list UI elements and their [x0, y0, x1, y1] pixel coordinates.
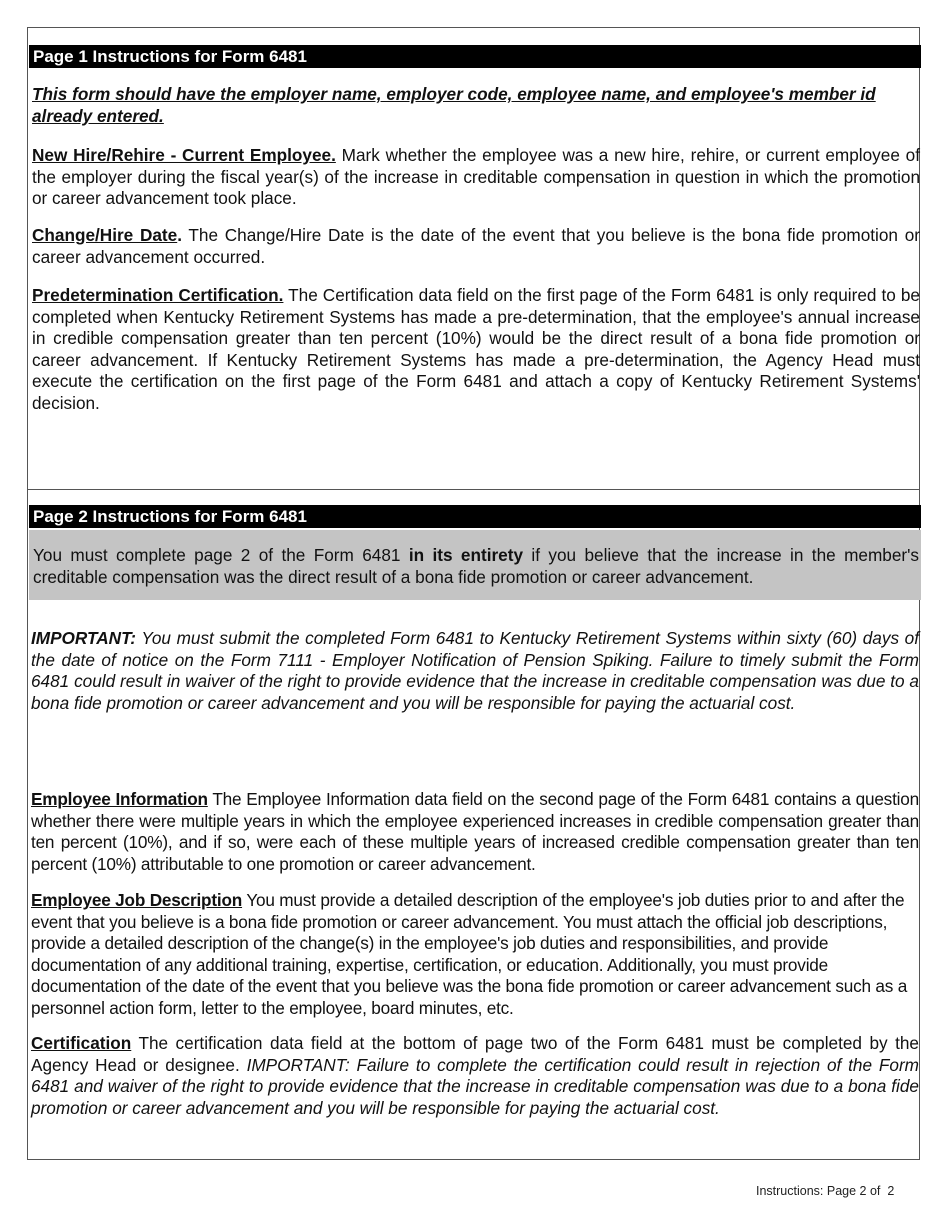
intro-text-start: You must complete page 2 of the Form 6481 [33, 545, 409, 565]
employee-information-paragraph [31, 789, 919, 875]
prefilled-fields-note: This form should have the employer name, employer code, employee name, and employee's member id already entered. [32, 84, 876, 126]
important-lead: IMPORTANT: [31, 628, 137, 648]
employee-information-lead: Employee Information [31, 789, 208, 809]
page1-header: Page 1 Instructions for Form 6481 [29, 45, 921, 68]
employee-information-text: The Employee Information data field on the second page of the Form 6481 contains a question whether there were multiple years in which the employee experienced increases in credible compensation greater than ten percent (10%), and if so, were each of these multiple years of increased credible compensation greater than ten percent (10%) attributable to one promotion or career advancement. [31, 789, 919, 874]
change-date-punct: . [177, 225, 182, 245]
important-text: You must submit the completed Form 6481 to Kentucky Retirement Systems within sixty (60) days of the date of notice on the Form 7111 - Employer Notification of Pension Spiking. Failure to timely submit the Form 6481 could result in waiver of the right to provide evidence that the increase in creditable compensation was due to a bona fide promotion or career advancement and you will be responsible for paying the actuarial cost. [31, 628, 919, 713]
predetermination-paragraph [32, 285, 920, 415]
new-hire-lead: New Hire/Rehire - Current Employee. [32, 145, 336, 165]
intro-text-emphasis: in its entirety [408, 545, 524, 565]
change-date-paragraph [32, 225, 920, 268]
intro-text-end: if you believe that the increase in the member's creditable compensation was the direct result of a bona fide promotion or career advancement. [33, 545, 919, 587]
change-date-text: The Change/Hire Date is the date of the event that you believe is the bona fide promotion or career advancement occurred. [32, 225, 920, 267]
job-description-text: You must provide a detailed description of the employee's job duties prior to and after the event that you believe is a bona fide promotion or career advancement. You must attach the official job descriptions, provide a detailed description of the change(s) in the employee's job duties and responsibilities, and provide documentation of any additional training, expertise, certification, or education. Additionally, you must provide documentation of the date of the event that you believe was the bona fide promotion or career advancement such as a personnel action form, letter to the employee, board minutes, etc. [31, 890, 908, 1018]
certification-lead: Certification [31, 1033, 132, 1053]
page2-header: Page 2 Instructions for Form 6481 [29, 505, 921, 528]
predetermination-text: The Certification data field on the first page of the Form 6481 is only required to be completed when Kentucky Retirement Systems has made a pre-determination, that the employee's annual increase in credible compensation greater than ten percent (10%) would be the direct result of a bona fide promotion or career advancement. If Kentucky Retirement Systems has made a pre-determination, the Agency Head must execute the certification on the first page of the Form 6481 and attach a copy of Kentucky Retirement Systems' decision. [32, 285, 920, 413]
certification-paragraph [31, 1033, 919, 1119]
important-deadline-paragraph [31, 628, 919, 714]
predetermination-lead: Predetermination Certification. [32, 285, 284, 305]
page-footer: Instructions: Page 2 of 2 [756, 1184, 895, 1198]
certification-warning: IMPORTANT: Failure to complete the certification could result in rejection of the Form 6481 and waiver of the right to provide evidence that the increase in creditable compensation was due to a bona fide promotion or career advancement and you will be responsible for paying the actuarial cost. [31, 1054, 919, 1118]
page2-intro [33, 545, 919, 588]
job-description-paragraph [31, 890, 919, 1020]
change-date-lead: Change/Hire Date [32, 225, 178, 245]
certification-text: The certification data field at the bottom of page two of the Form 6481 must be completed by the Agency Head or designee. [31, 1033, 919, 1075]
new-hire-text: Mark whether the employee was a new hire, rehire, or current employee of the employer during the fiscal year(s) of the increase in creditable compensation in question in which the promotion or career advancement took place. [32, 145, 920, 209]
job-description-lead: Employee Job Description [31, 890, 243, 910]
new-hire-paragraph [32, 145, 920, 210]
